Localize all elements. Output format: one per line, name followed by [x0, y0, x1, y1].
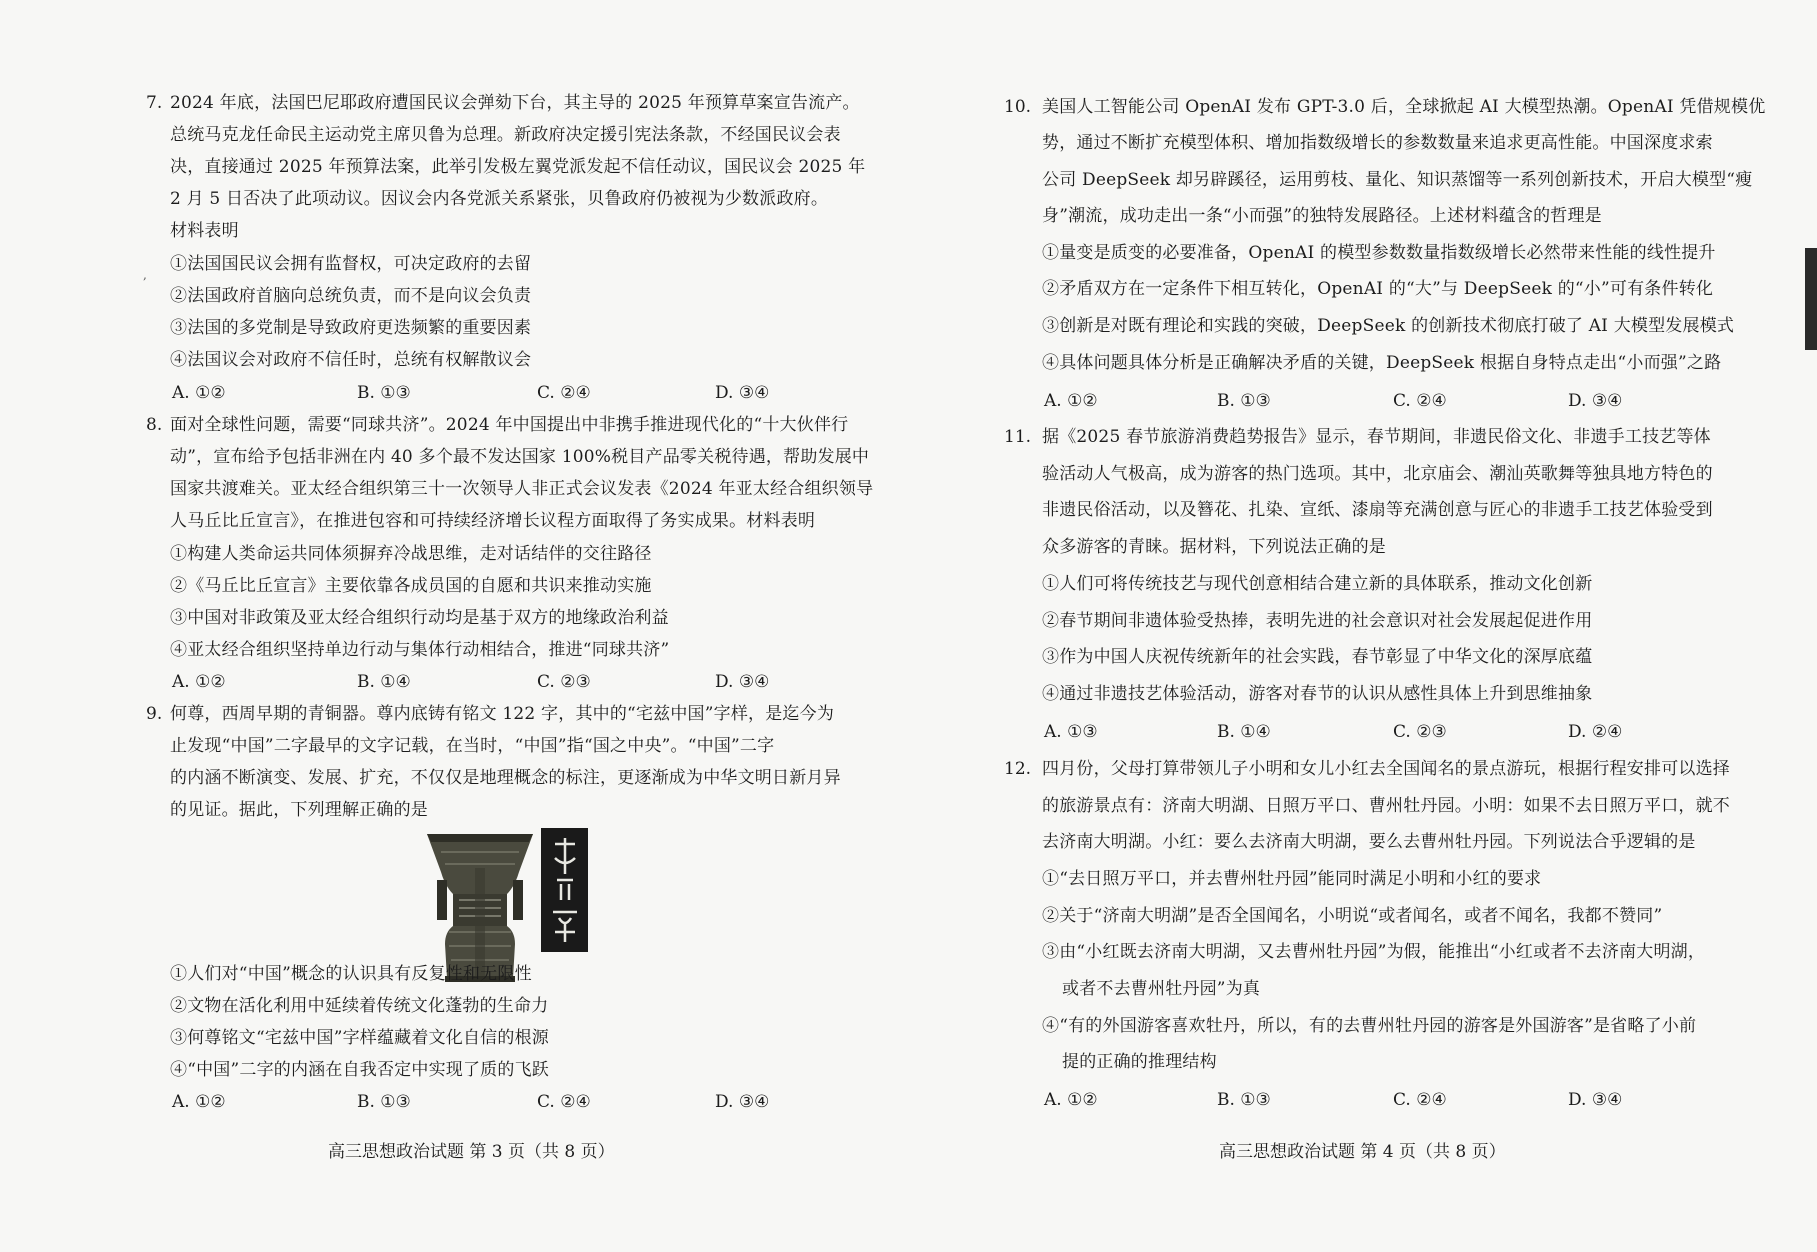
stray-pen-mark: ,: [143, 268, 147, 282]
question-7-choice-a: A. ①②: [172, 383, 226, 403]
question-10-stem-line: 公司 DeepSeek 却另辟蹊径，运用剪枝、量化、知识蒸馏等一系列创新技术，开启大模型“瘦: [1042, 170, 1753, 190]
question-12-choice-d: D. ③④: [1568, 1090, 1623, 1110]
question-9-choice-b: B. ①③: [357, 1092, 411, 1112]
question-8-stem-line: 面对全球性问题，需要“同球共济”。2024 年中国提出中非携手推进现代化的“十大伙伴行: [170, 415, 849, 435]
question-12-option: ④“有的外国游客喜欢牡丹，所以，有的去曹州牡丹园的游客是外国游客”是省略了小前: [1042, 1016, 1697, 1036]
question-12-choice-b: B. ①③: [1217, 1090, 1271, 1110]
question-11-option: ④通过非遗技艺体验活动，游客对春节的认识从感性具体上升到思维抽象: [1042, 684, 1593, 704]
question-7-option: ①法国国民议会拥有监督权，可决定政府的去留: [170, 254, 532, 274]
question-11-number: 11.: [1004, 427, 1032, 447]
question-7-stem-line: 决，直接通过 2025 年预算法案，此举引发极左翼党派发起不信任动议，国民议会 2025 年: [170, 157, 866, 177]
question-8-stem-line: 国家共渡难关。亚太经合组织第三十一次领导人非正式会议发表《2024 年亚太经合组织领导: [170, 479, 874, 499]
question-9-choice-d: D. ③④: [715, 1092, 770, 1112]
question-7-stem-line: 总统马克龙任命民主运动党主席贝鲁为总理。新政府决定援引宪法条款，不经国民议会表: [170, 125, 841, 145]
question-7-number: 7.: [146, 93, 163, 113]
question-10-choice-a: A. ①②: [1044, 391, 1098, 411]
exam-page-4: [1000, 0, 1817, 1252]
question-12-choice-a: A. ①②: [1044, 1090, 1098, 1110]
question-7-choice-b: B. ①③: [357, 383, 411, 403]
question-8-option: ③中国对非政策及亚太经合组织行动均是基于双方的地缘政治利益: [170, 608, 669, 628]
question-8-choice-d: D. ③④: [715, 672, 770, 692]
question-10-option: ④具体问题具体分析是正确解决矛盾的关键，DeepSeek 根据自身特点走出“小而强”之路: [1042, 353, 1722, 373]
question-12-option: ②关于“济南大明湖”是否全国闻名，小明说“或者闻名，或者不闻名，我都不赞同”: [1042, 906, 1663, 926]
question-12-number: 12.: [1004, 759, 1032, 779]
question-11-choice-a: A. ①③: [1044, 722, 1098, 742]
question-7-stem-line: 材料表明: [170, 221, 239, 241]
question-12-stem-line: 四月份，父母打算带领儿子小明和女儿小红去全国闻名的景点游玩，根据行程安排可以选择: [1042, 759, 1730, 779]
question-12-choice-c: C. ②④: [1393, 1090, 1447, 1110]
question-8-number: 8.: [146, 415, 163, 435]
question-9-choice-c: C. ②④: [537, 1092, 591, 1112]
question-11-choice-b: B. ①④: [1217, 722, 1271, 742]
question-8-option: ④亚太经合组织坚持单边行动与集体行动相结合，推进“同球共济”: [170, 640, 670, 660]
question-7-choice-c: C. ②④: [537, 383, 591, 403]
question-10-option: ②矛盾双方在一定条件下相互转化，OpenAI 的“大”与 DeepSeek 的“小”可有条件转化: [1042, 279, 1714, 299]
question-8-stem-line: 动”，宣布给予包括非洲在内 40 多个最不发达国家 100%税目产品零关税待遇，帮助发展中: [170, 447, 870, 467]
exam-page-3: [0, 0, 900, 1252]
question-7-option: ②法国政府首脑向总统负责，而不是向议会负责: [170, 286, 532, 306]
question-12-option-continuation: 提的正确的推理结构: [1062, 1052, 1217, 1072]
question-7-stem-line: 2 月 5 日否决了此项动议。因议会内各党派关系紧张，贝鲁政府仍被视为少数派政府。: [170, 189, 829, 209]
question-12-option: ③由“小红既去济南大明湖，又去曹州牡丹园”为假，能推出“小红或者不去济南大明湖，: [1042, 942, 1706, 962]
question-10-option: ③创新是对既有理论和实践的突破，DeepSeek 的创新技术彻底打破了 AI 大模型发展模式: [1042, 316, 1735, 336]
question-10-choice-c: C. ②④: [1393, 391, 1447, 411]
question-9-stem-line: 何尊，西周早期的青铜器。尊内底铸有铭文 122 字，其中的“宅兹中国”字样，是迄今为: [170, 704, 835, 724]
question-9-option: ②文物在活化利用中延续着传统文化蓬勃的生命力: [170, 996, 549, 1016]
question-9-stem-line: 止发现“中国”二字最早的文字记载，在当时，“中国”指“国之中央”。“中国”二字: [170, 736, 775, 756]
scan-edge-mark: [1805, 248, 1817, 350]
question-8-stem-line: 人马丘比丘宣言》，在推进包容和可持续经济增长议程方面取得了务实成果。材料表明: [170, 511, 816, 531]
question-12-option-continuation: 或者不去曹州牡丹园”为真: [1062, 979, 1261, 999]
question-10-stem-line: 势，通过不断扩充模型体积、增加指数级增长的参数数量来追求更高性能。中国深度求索: [1042, 133, 1713, 153]
question-10-choice-d: D. ③④: [1568, 391, 1623, 411]
question-8-choice-c: C. ②③: [537, 672, 591, 692]
question-10-number: 10.: [1004, 97, 1032, 117]
question-8-option: ②《马丘比丘宣言》主要依靠各成员国的自愿和共识来推动实施: [170, 576, 652, 596]
question-7-option: ③法国的多党制是导致政府更迭频繁的重要因素: [170, 318, 532, 338]
question-11-stem-line: 据《2025 春节旅游消费趋势报告》显示，春节期间，非遗民俗文化、非遗手工技艺等体: [1042, 427, 1711, 447]
question-10-stem-line: 身”潮流，成功走出一条“小而强”的独特发展路径。上述材料蕴含的哲理是: [1042, 206, 1602, 226]
question-8-option: ①构建人类命运共同体须摒弃冷战思维，走对话结伴的交往路径: [170, 544, 652, 564]
question-9-stem-line: 的见证。据此，下列理解正确的是: [170, 800, 428, 820]
question-12-stem-line: 的旅游景点有：济南大明湖、日照万平口、曹州牡丹园。小明：如果不去日照万平口，就不: [1042, 796, 1730, 816]
inscription-rubbing-image: [541, 828, 588, 952]
question-7-choice-d: D. ③④: [715, 383, 770, 403]
question-11-option: ③作为中国人庆祝传统新年的社会实践，春节彰显了中华文化的深厚底蕴: [1042, 647, 1593, 667]
question-12-option: ①“去日照万平口，并去曹州牡丹园”能同时满足小明和小红的要求: [1042, 869, 1542, 889]
question-10-option: ①量变是质变的必要准备，OpenAI 的模型参数数量指数级增长必然带来性能的线性提升: [1042, 243, 1716, 263]
question-11-stem-line: 众多游客的青睐。据材料，下列说法正确的是: [1042, 537, 1386, 557]
question-9-stem-line: 的内涵不断演变、发展、扩充，不仅仅是地理概念的标注，更逐渐成为中华文明日新月异: [170, 768, 841, 788]
question-8-choice-b: B. ①④: [357, 672, 411, 692]
page-footer: 高三思想政治试题 第 4 页（共 8 页）: [1219, 1142, 1506, 1162]
question-10-stem-line: 美国人工智能公司 OpenAI 发布 GPT-3.0 后，全球掀起 AI 大模型热潮。OpenAI 凭借规模优: [1042, 97, 1766, 117]
question-10-choice-b: B. ①③: [1217, 391, 1271, 411]
question-9-option: ①人们对“中国”概念的认识具有反复性和无限性: [170, 964, 532, 984]
question-11-option: ①人们可将传统技艺与现代创意相结合建立新的具体联系，推动文化创新: [1042, 574, 1593, 594]
question-11-stem-line: 非遗民俗活动，以及簪花、扎染、宣纸、漆扇等充满创意与匠心的非遗手工技艺体验受到: [1042, 500, 1713, 520]
question-7-stem-line: 2024 年底，法国巴尼耶政府遭国民议会弹劾下台，其主导的 2025 年预算草案宣告流产。: [170, 93, 860, 113]
question-9-option: ④“中国”二字的内涵在自我否定中实现了质的飞跃: [170, 1060, 549, 1080]
question-11-choice-c: C. ②③: [1393, 722, 1447, 742]
question-9-choice-a: A. ①②: [172, 1092, 226, 1112]
question-9-number: 9.: [146, 704, 163, 724]
question-7-option: ④法国议会对政府不信任时，总统有权解散议会: [170, 350, 532, 370]
page-footer: 高三思想政治试题 第 3 页（共 8 页）: [328, 1142, 615, 1162]
question-11-option: ②春节期间非遗体验受热捧，表明先进的社会意识对社会发展起促进作用: [1042, 611, 1593, 631]
question-9-option: ③何尊铭文“宅兹中国”字样蕴藏着文化自信的根源: [170, 1028, 549, 1048]
question-11-stem-line: 验活动人气极高，成为游客的热门选项。其中，北京庙会、潮汕英歌舞等独具地方特色的: [1042, 464, 1713, 484]
question-12-stem-line: 去济南大明湖。小红：要么去济南大明湖，要么去曹州牡丹园。下列说法合乎逻辑的是: [1042, 832, 1696, 852]
question-11-choice-d: D. ②④: [1568, 722, 1623, 742]
question-8-choice-a: A. ①②: [172, 672, 226, 692]
